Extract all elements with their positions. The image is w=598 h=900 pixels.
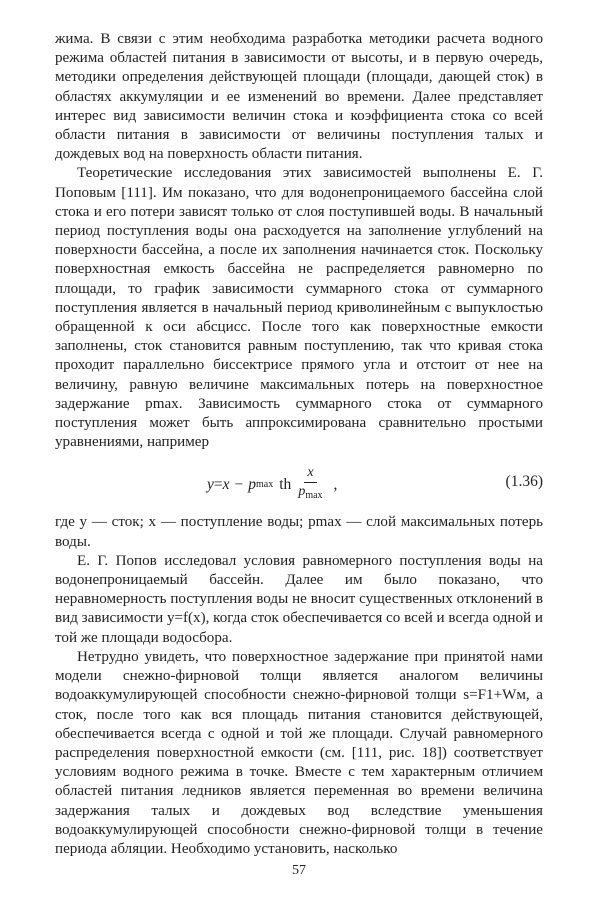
paragraph-continuation: жима. В связи с этим необходима разработка методики расчета водного режима областей питания в зависимости от высоты, и в первую очередь, методики определения действующей площади (площади, дающей сток) в областях аккумуляции и ее изменений во времени. Далее представляет интерес вид зависимости величин стока и коэффициента стока со всей области питания в зависимости от величины поступления талых и дождевых вод на поверхность области питания.	[55, 31, 543, 163]
equation-body	[207, 465, 337, 504]
paragraph-where: где y — сток; x — поступление воды; pmax — слой максимальных потерь воды.	[55, 514, 543, 550]
eq-frac-den-p: p	[298, 484, 306, 500]
eq-p-sub: max	[256, 479, 274, 491]
eq-frac-den-sub: max	[305, 490, 323, 502]
eq-lhs: y	[207, 475, 214, 493]
eq-frac-den	[295, 483, 325, 504]
eq-x: x	[222, 475, 230, 493]
equation-1-36	[55, 461, 543, 503]
eq-frac-num: x	[304, 465, 316, 483]
paragraph-popov-studies: Теоретические исследования этих зависимостей выполнены Е. Г. Поповым [111]. Им показано, что для водонепроницаемого бассейна слой стока и его потери зависят только от слоя поступившей воды. В начальный период поступления воды она расходуется на заполнение углублений на поверхности бассейна, а после их заполнения начинается сток. Поскольку поверхностная емкость бассейна не распределяется равномерно по площади, то график зависимости суммарного стока от суммарного поступления является в начальный период криволинейным с выпуклостью обращенной к оси абсцисс. После того как поверхностные емкости заполнены, сток становится равным поступлению, так что кривая стока проходит параллельно биссектрисе прямого угла и отстоит от нее на величину, равную величине максимальных потерь на поверхностное задержание pmax. Зависимость суммарного стока от суммарного поступления может быть аппроксимирована сравнительно простыми уравнениями, например	[55, 165, 543, 451]
eq-func: th	[279, 475, 292, 493]
eq-p: p	[248, 475, 257, 493]
eq-fraction	[295, 465, 325, 504]
eq-minus: −	[234, 475, 244, 493]
equation-number: (1.36)	[505, 473, 543, 491]
document-page	[55, 0, 543, 878]
paragraph-popov-uniform: Е. Г. Попов исследовал условия равномерного поступления воды на водонепроницаемый бассейн. Далее им было показано, что неравномерность поступления воды не вносит существенных отклонений в вид зависимости y=f(x), когда сток обеспечивается со всей и всегда одной и той же площади водосбора.	[55, 552, 543, 646]
eq-equals: =	[213, 475, 223, 493]
paragraph-surface-retention: Нетрудно увидеть, что поверхностное задержание при принятой нами модели снежно-фирновой толщи является аналогом величины водоаккумулирующей способности снежно-фирновой толщи s=F1+Wм, а сток, после того как вся площадь питания становится действующей, обеспечивается всегда с одной и той же площади. Случай равномерного распределения поверхностной емкости (см. [111, рис. 18]) соответствует условиям водного режима в точке. Вместе с тем характерным отличием областей питания ледников является переменная во времени величина задержания талых и дождевых вод вследствие уменьшения водоаккумулирующей способности снежно-фирновой толщи в течение периода абляции. Необходимо установить, насколько	[55, 648, 543, 857]
page-number: 57	[292, 863, 306, 878]
eq-trail: ,	[333, 475, 338, 493]
